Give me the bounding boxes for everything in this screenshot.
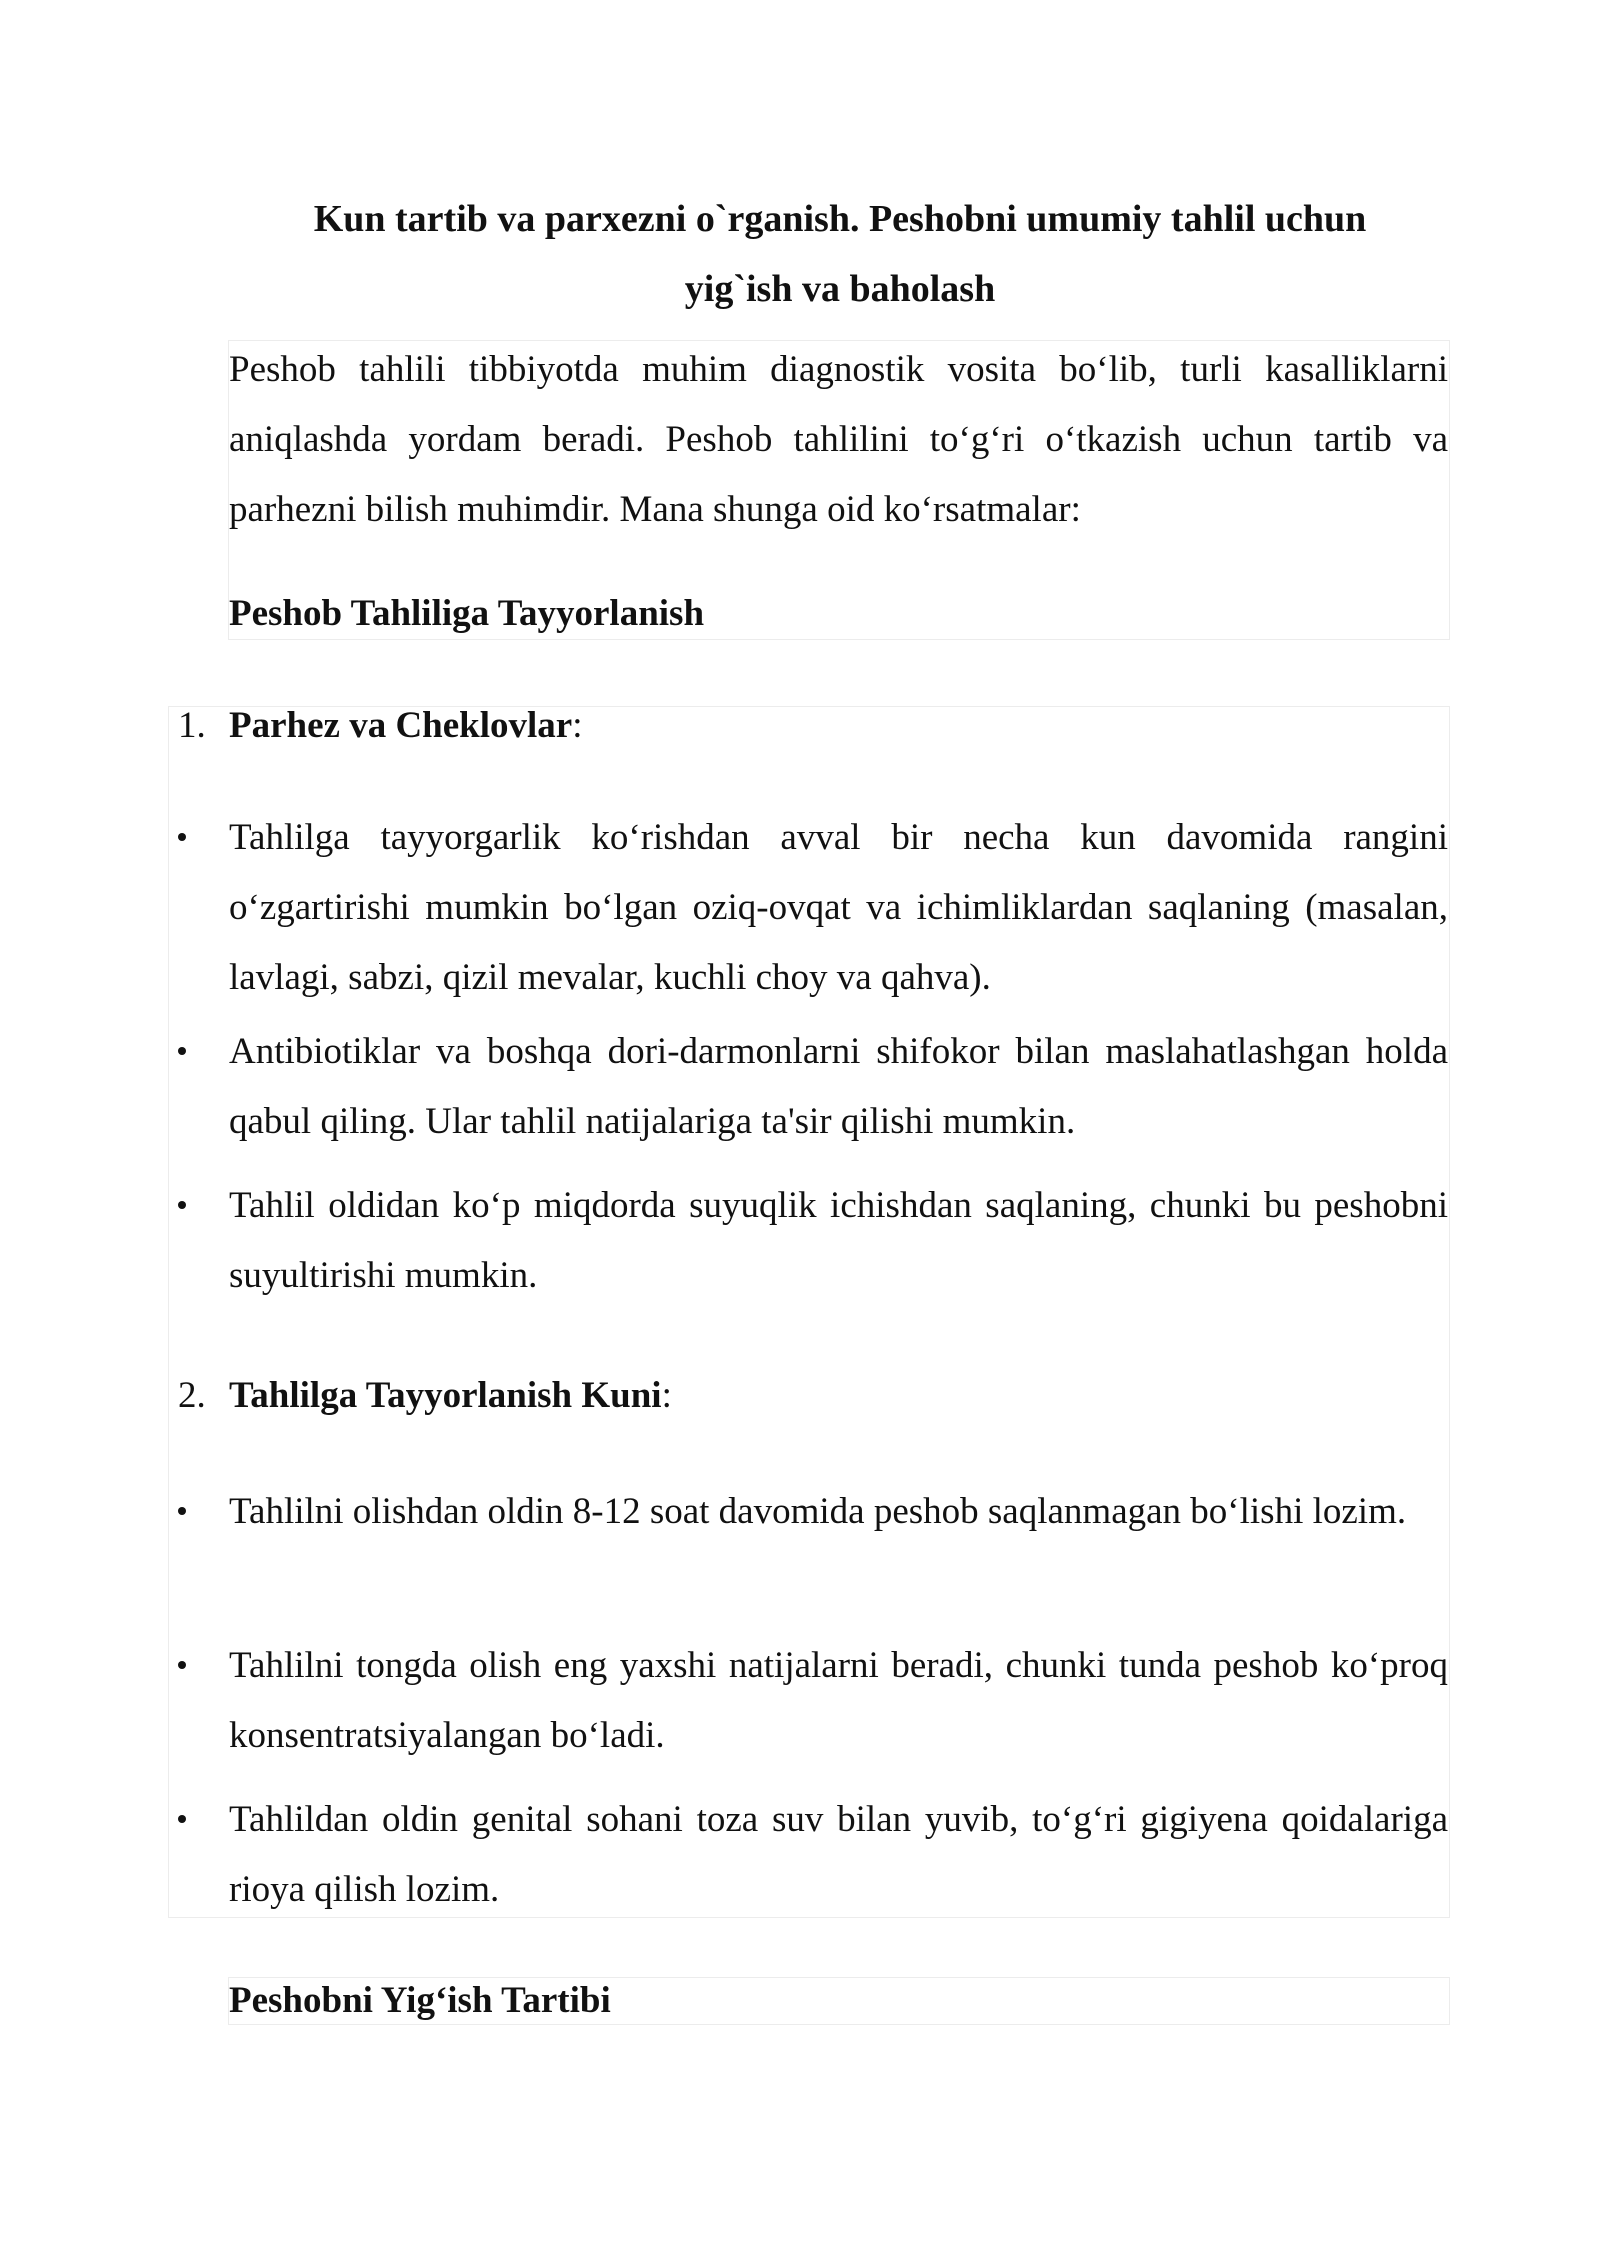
- title-line-1: Kun tartib va parxezni o`rganish. Peshobni umumiy tahlil uchun: [313, 198, 1367, 240]
- list-item-text: Tahlil oldidan ko‘p miqdorda suyuqlik ichishdan saqlaning, chunki bu peshobni suyultirishi mumkin.: [229, 1185, 1448, 1296]
- bullet-icon: [178, 1815, 186, 1823]
- intro-paragraph: Peshob tahlili tibbiyotda muhim diagnostik vosita bo‘lib, turli kasalliklarni aniqlashda yordam beradi. Peshob tahlilini to‘g‘ri o‘tkazish uchun tartib va parhezni bilish muhimdir. Mana shunga oid ko‘rsatmalar:: [229, 349, 1448, 530]
- list-item-text: Tahlilni tongda olish eng yaxshi natijalarni beradi, chunki tunda peshob ko‘proq konsentratsiyalangan bo‘ladi.: [229, 1645, 1448, 1756]
- list-item-text: Antibiotiklar va boshqa dori-darmonlarni shifokor bilan maslahatlashgan holda qabul qiling. Ular tahlil natijalariga ta'sir qilishi mumkin.: [229, 1031, 1448, 1142]
- list-item-text: Tahlilga tayyorgarlik ko‘rishdan avval bir necha kun davomida rangini o‘zgartirishi mumkin bo‘lgan oziq-ovqat va ichimliklardan saqlaning (masalan, lavlagi, sabzi, qizil mevalar, kuchli choy va qahva).: [229, 817, 1448, 998]
- bullet-icon: [178, 1507, 186, 1515]
- bullet-icon: [178, 1201, 186, 1209]
- list-item-text: Tahlilni olishdan oldin 8-12 soat davomida peshob saqlanmagan bo‘lishi lozim.: [229, 1491, 1407, 1532]
- list-item-text: Tahlildan oldin genital sohani toza suv bilan yuvib, to‘g‘ri gigiyena qoidalariga rioya qilish lozim.: [229, 1799, 1448, 1910]
- item-number: 2.: [178, 1375, 206, 1416]
- bullet-icon: [178, 1047, 186, 1055]
- item-number: 1.: [178, 705, 206, 746]
- section-heading-preparation: Peshob Tahliliga Tayyorlanish: [229, 593, 705, 634]
- document-title: [200, 184, 1480, 324]
- section-heading-collection: Peshobni Yig‘ish Tartibi: [229, 1980, 611, 2021]
- item-label: Parhez va Cheklovlar: [229, 705, 573, 746]
- item-suffix: :: [572, 705, 583, 746]
- numbered-item-preparation-day: [178, 1366, 672, 1426]
- bullet-icon: [178, 833, 186, 841]
- item-suffix: :: [661, 1375, 672, 1416]
- numbered-item-diet: [178, 696, 583, 756]
- item-label: Tahlilga Tayyorlanish Kuni: [229, 1375, 662, 1416]
- bullet-icon: [178, 1661, 186, 1669]
- title-line-2: yig`ish va baholash: [684, 268, 996, 310]
